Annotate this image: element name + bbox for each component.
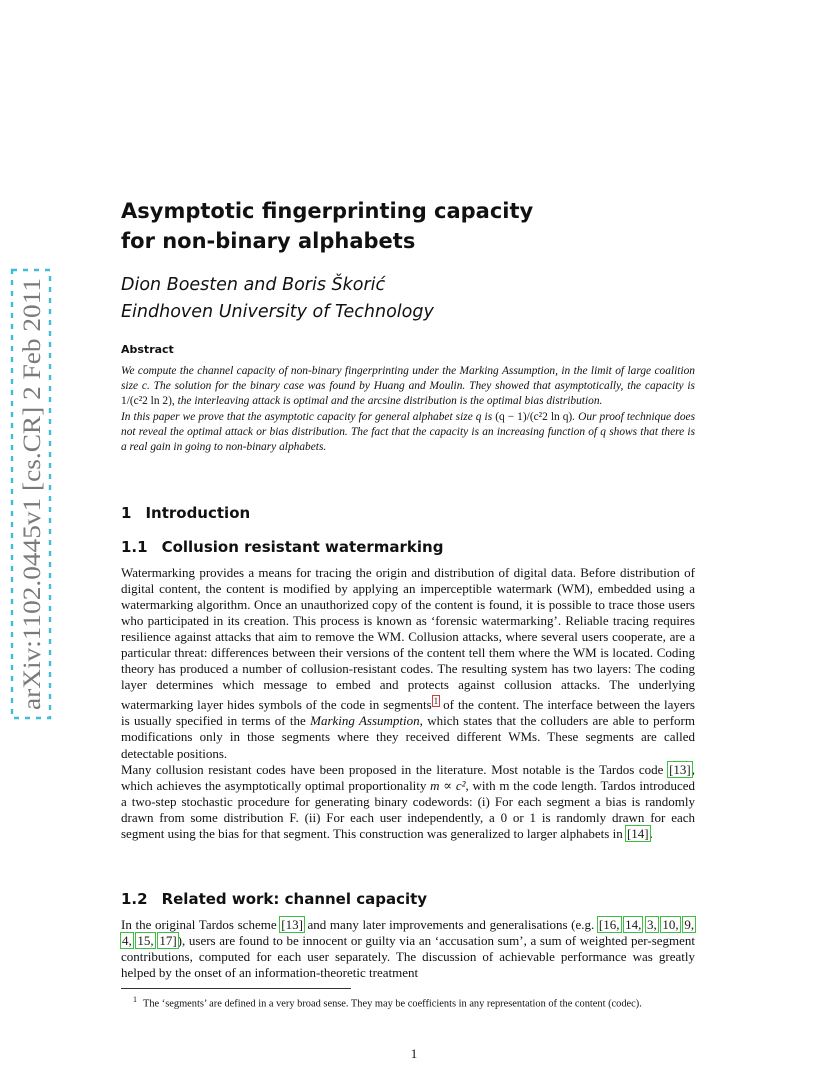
section-heading-1-1 bbox=[121, 538, 695, 556]
citation-link[interactable]: [16, bbox=[598, 917, 620, 932]
page-number: 1 bbox=[410, 1046, 418, 1061]
abstract-p2-formula: (q − 1)/(c²2 ln q) bbox=[495, 410, 573, 423]
section-heading-1 bbox=[121, 504, 695, 522]
section-1-2-body bbox=[121, 917, 695, 981]
body-p2-part-b: , which achieves the asymptotically optimal proportionality bbox=[121, 761, 695, 793]
title-line-1: Asymptotic fingerprinting capacity bbox=[121, 199, 534, 223]
author-block bbox=[121, 272, 695, 326]
body-paragraph-3 bbox=[121, 917, 695, 981]
abstract-text bbox=[121, 364, 695, 455]
abstract-heading: Abstract bbox=[121, 343, 174, 356]
section-title: Collusion resistant watermarking bbox=[161, 538, 444, 556]
body-p3-part-c: ), users are found to be innocent or guilty via an ‘accusation sum’, a sum of weighted per-segment contributions, computed for each user separately. The discussion of achievable performance was greatly helped by the onset of an information-theoretic treatment bbox=[121, 933, 696, 981]
citation-link[interactable]: 3, bbox=[647, 917, 657, 932]
arxiv-stamp-graphic bbox=[10, 268, 52, 720]
citation-link[interactable]: 17] bbox=[159, 933, 177, 949]
footnote bbox=[121, 993, 695, 1010]
title-line-2: for non-binary alphabets bbox=[121, 229, 416, 253]
body-p1-part-b: of the content. The interface between the layers is usually specified in terms of the bbox=[121, 697, 695, 729]
footnote-text: The ‘segments’ are defined in a very broad sense. They may be coefficients in any representation of the content (codec). bbox=[143, 998, 642, 1010]
section-1-1-body bbox=[121, 565, 695, 842]
citation-link[interactable]: 15, bbox=[137, 933, 154, 949]
body-p2-part-a: Many collusion resistant codes have been proposed in the literature. Most notable is the Tardos code bbox=[121, 761, 669, 777]
author-names: Dion Boesten and Boris Škorić bbox=[121, 275, 386, 295]
footnote-mark: 1 bbox=[133, 995, 137, 1004]
abstract-p1-part-b: , the interleaving attack is optimal and the arcsine distribution is the optimal bias distribution. bbox=[171, 395, 603, 408]
citation-link[interactable]: [14] bbox=[626, 825, 649, 841]
citation-link[interactable]: 10, bbox=[662, 917, 679, 932]
citation-link[interactable]: [13] bbox=[669, 761, 691, 777]
author-affiliation: Eindhoven University of Technology bbox=[121, 302, 434, 322]
section-number: 1.2 bbox=[121, 890, 148, 908]
arxiv-stamp bbox=[10, 268, 52, 720]
body-p3-part-b: and many later improvements and generalisations (e.g. bbox=[303, 917, 598, 932]
section-title: Introduction bbox=[145, 504, 251, 522]
abstract-p1-formula: 1/(c²2 ln 2) bbox=[121, 395, 172, 408]
body-p2-part-d: . bbox=[649, 825, 653, 841]
section-number: 1.1 bbox=[121, 538, 148, 556]
body-p1-part-a: Watermarking provides a means for tracing the origin and distribution of digital data. Before distribution of digital content, the content is modified by applying an imperceptible watermark (WM), embedded using a watermarking algorithm. Once an unauthorized copy of the content is found, it is possible to trace those users who participated in its creation. This process is known as ‘forensic watermarking’. Reliable tracing requires resilience against attacks that aim to remove the WM. Collusion attacks, where several users cooperate, are a particular threat: differences between their versions of the content tell them where the WM is located. Coding theory has produced a number of collusion-resistant codes. The resulting system has two layers: The coding layer determines which message to embed and protects against collusion attacks. The underlying watermarking layer hides symbols of the code in segments bbox=[121, 565, 695, 713]
section-heading-1-2 bbox=[121, 890, 695, 908]
body-p1-part-c: , which states that the colluders are able to perform modifications only in those segments where they received different WMs. These segments are called detectable positions. bbox=[121, 713, 695, 761]
citation-link[interactable]: 4, bbox=[122, 933, 132, 949]
body-p3-part-a: In the original Tardos scheme bbox=[121, 917, 281, 932]
abstract-paragraph-2 bbox=[121, 410, 695, 456]
body-p2-part-c: , with m the code length. Tardos introduced a two-step stochastic procedure for generating binary codewords: (i) For each segment a bias is randomly drawn from some distribution F. (ii) For each user independently, a 0 or 1 is randomly drawn for each segment using the bias for that segment. This construction was generalized to larger alphabets in bbox=[121, 777, 695, 841]
citation-link[interactable]: [13] bbox=[281, 917, 303, 932]
body-paragraph-2 bbox=[121, 762, 695, 842]
abstract-p2-part-a: In this paper we prove that the asymptotic capacity for general alphabet size q is bbox=[121, 410, 496, 423]
arxiv-stamp-text: arXiv:1102.0445v1 [cs.CR] 2 Feb 2011 bbox=[17, 306, 46, 710]
section-number: 1 bbox=[121, 504, 132, 522]
body-paragraph-1 bbox=[121, 565, 695, 762]
marking-assumption-term: Marking Assumption bbox=[310, 713, 420, 729]
body-p2-formula: m ∝ c² bbox=[430, 777, 466, 793]
abstract-p2-part-b: . Our proof technique does not reveal the optimal attack or bias distribution. The fact that the capacity is an increasing function of q shows that there is a real gain in going to non-binary alphabets. bbox=[121, 410, 696, 454]
citation-link[interactable]: 9, bbox=[684, 917, 695, 932]
section-title: Related work: channel capacity bbox=[161, 890, 428, 908]
citation-link[interactable]: 14, bbox=[625, 917, 642, 932]
abstract-paragraph-1 bbox=[121, 364, 695, 410]
footnote-link[interactable]: 1 bbox=[433, 696, 439, 707]
abstract-p1-part-a: We compute the channel capacity of non-binary fingerprinting under the Marking Assumption, in the limit of large coalition size c. The solution for the binary case was found by Huang and Moulin. They showed that asymptotically, the capacity is bbox=[121, 365, 695, 393]
paper-title bbox=[121, 196, 695, 256]
footnote-rule bbox=[121, 988, 351, 989]
